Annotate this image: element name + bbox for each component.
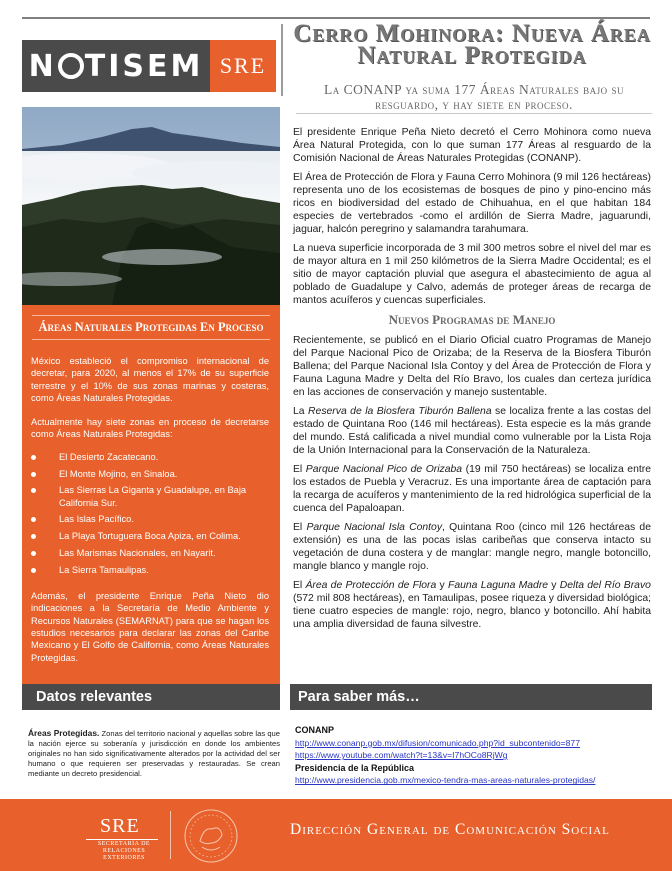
subtitle-rule	[296, 113, 652, 114]
list-item: Las Sierras La Giganta y Guadalupe, en Baja California Sur.	[31, 484, 269, 509]
protected-areas-sidebar	[22, 305, 280, 684]
article-paragraph: El Área de Protección de Flora y Fauna Cerro Mohinora (9 mil 126 hectáreas) representa uno de los ecosistemas de bosques de pino y pino-encino más ricos en biodiversidad del estado de Chihuahua, en el que habitan 184 especies de vertebrados -como el ardillón de Sierra Madre, jaguarundi, jaguar, halcón peregrino y salamandra tarahumara.	[293, 172, 651, 235]
header-divider	[281, 24, 283, 96]
sidebar-title: Áreas Naturales Protegidas En Proceso	[32, 315, 270, 340]
list-item: La Sierra Tamaulipas.	[31, 564, 269, 576]
bullet-icon	[31, 534, 36, 539]
mountain-photo	[22, 107, 280, 305]
article-paragraph: El Parque Nacional Pico de Orizaba (19 mil 750 hectáreas) se localiza entre los estados de Puebla y Veracruz. Es una importante área de captación para la recarga de acuíferos y mantenimiento de la red hidrológica superficial de la cuenca del Papaloapan.	[293, 464, 651, 514]
conanp-link[interactable]: http://www.conanp.gob.mx/difusion/comunicado.php?id_subcontenido=877	[295, 737, 580, 748]
definition-block	[28, 728, 280, 779]
zones-list	[31, 451, 269, 576]
park-name: Parque Nacional Isla Contoy	[306, 522, 443, 533]
page-title: Cerro Mohinora: Nueva Área Natural Protegida	[293, 20, 651, 69]
sidebar-body	[31, 355, 269, 676]
area-name: Fauna Laguna Madre	[447, 580, 549, 591]
list-item: Las Marismas Nacionales, en Nayarit.	[31, 547, 269, 559]
footer-sre-logo: SRE	[100, 815, 140, 837]
notisem-logo	[22, 40, 210, 92]
sidebar-intro: México estableció el compromiso internacional de decretar, para 2020, al menos el 17% de su superficie terrestre y el 10% de sus zonas marinas y costeras, como Áreas Naturales Protegidas.	[31, 356, 269, 403]
area-name: Delta del Río Bravo	[559, 580, 651, 591]
logo-letter-n: N	[28, 48, 57, 84]
list-item: Las Islas Pacífico.	[31, 513, 269, 525]
article-paragraph: Recientemente, se publicó en el Diario Oficial cuatro Programas de Manejo del Parque Nacional Pico de Orizaba; de la Reserva de la Biosfera Tiburón Ballena; del Parque Nacional Isla Contoy y del Área de Protección de Flora y Fauna Laguna Madre y Delta del Río Bravo, los cuales dan certeza jurídica en las acciones de conservación y manejo sustentable.	[293, 335, 651, 398]
article-paragraph: La Reserva de la Biosfera Tiburón Ballena se localiza frente a las costas del estado de Quintana Roo (146 mil hectáreas). Esta especie es la más grande del mundo. Está calificada a nivel mundial como vulnerable por la Lista Roja de la Unión Internacional para la Conservación de la Naturaleza.	[293, 406, 651, 456]
footer-sre-subtitle: SECRETARÍA DE RELACIONES EXTERIORES	[97, 841, 151, 861]
list-item: El Desierto Zacatecano.	[31, 451, 269, 463]
park-name: Parque Nacional Pico de Orizaba	[305, 464, 463, 475]
sidebar-list-intro: Actualmente hay siete zonas en proceso de decretarse como Áreas Naturales Protegidas:	[31, 417, 269, 440]
presidencia-link[interactable]: http://www.presidencia.gob.mx/mexico-tendra-mas-areas-naturales-protegidas/	[295, 775, 596, 786]
page-footer	[0, 799, 672, 871]
para-saber-mas-bar: Para saber más…	[290, 684, 652, 710]
presidencia-label: Presidencia de la República	[295, 762, 415, 773]
conanp-label: CONANP	[295, 725, 335, 735]
main-article	[293, 126, 651, 637]
definition-text: Zonas del territorio nacional y aquellas sobre las que la nación ejerce su soberanía y jurisdicción en donde los ambientes originales no han sido significativamente alterados por la actividad del ser humano o que requieren ser preservadas y restauradas. Se crean mediante un decreto presidencial.	[28, 729, 280, 778]
sre-label: SRE	[219, 53, 267, 78]
reference-links	[295, 724, 655, 787]
footer-sre-rule	[86, 839, 158, 840]
youtube-link[interactable]: https://www.youtube.com/watch?t=13&v=I7hOCo8RjWg	[295, 750, 508, 761]
sre-logo	[210, 40, 276, 92]
logo-letters-tisem: TISEM	[84, 48, 204, 84]
mountain-landscape-image	[22, 107, 280, 305]
list-item: La Playa Tortuguera Boca Apiza, en Colima.	[31, 530, 269, 542]
bullet-icon	[31, 568, 36, 573]
list-item: El Monte Mojino, en Sinaloa.	[31, 468, 269, 480]
article-paragraph: El presidente Enrique Peña Nieto decretó el Cerro Mohinora como nueva Área Natural Protegida, con lo que suman 177 Áreas al resguardo de la Comisión Nacional de Áreas Naturales Protegidas (CONANP).	[293, 127, 651, 164]
definition-term: Áreas Protegidas.	[28, 728, 100, 738]
logo-globe-icon	[58, 53, 84, 79]
top-rule	[22, 17, 650, 19]
page-subtitle: La CONANP ya suma 177 Áreas Naturales bajo su resguardo, y hay siete en proceso.	[323, 82, 625, 112]
area-name: Área de Protección de Flora	[305, 580, 437, 591]
bullet-icon	[31, 455, 36, 460]
footer-divider	[170, 811, 171, 859]
footer-department: Dirección General de Comunicación Social	[290, 821, 610, 838]
bullet-icon	[31, 488, 36, 493]
bullet-icon	[31, 472, 36, 477]
national-seal-icon	[182, 807, 240, 865]
logo-wordmark	[29, 49, 204, 84]
article-paragraph: El Área de Protección de Flora y Fauna Laguna Madre y Delta del Río Bravo (572 mil 808 hectáreas), en Tamaulipas, posee riqueza y diversidad biológica; tiene cuatro especies de mangle: rojo, negro, blanco y botoncillo. Ahí habita una amplia diversidad de fauna silvestre.	[293, 580, 651, 630]
article-paragraph: La nueva superficie incorporada de 3 mil 300 metros sobre el nivel del mar es de mayor altura en 1 mil 250 kilómetros de la Sierra Madre Occidental; es el sitio de mayor captación pluvial que asegura el abastecimiento de agua al poblado de Guadalupe y Calvo, además de proteger áreas de recarga de mantos acuíferos y cuencas superficiales.	[293, 243, 651, 306]
reserve-name: Reserva de la Biosfera Tiburón Ballena	[308, 406, 492, 417]
article-paragraph: El Parque Nacional Isla Contoy, Quintana Roo (cinco mil 126 hectáreas de extensión) es una de las pocas islas caribeñas que conserva intacto su vegetación de duna costera y de manglar: mangle negro, mangle botoncillo, mangle blanco y mangle rojo.	[293, 522, 651, 572]
bullet-icon	[31, 517, 36, 522]
datos-relevantes-bar: Datos relevantes	[22, 684, 280, 710]
sidebar-closing: Además, el presidente Enrique Peña Nieto dio indicaciones a la Secretaría de Medio Ambiente y Recursos Naturales (SEMARNAT) para que se hagan los estudios necesarios para declarar las zonas del Caribe Mexicano y El Golfo de California, como Áreas Naturales Protegidas.	[31, 591, 269, 663]
section-heading: Nuevos Programas de Manejo	[388, 312, 556, 327]
bullet-icon	[31, 551, 36, 556]
